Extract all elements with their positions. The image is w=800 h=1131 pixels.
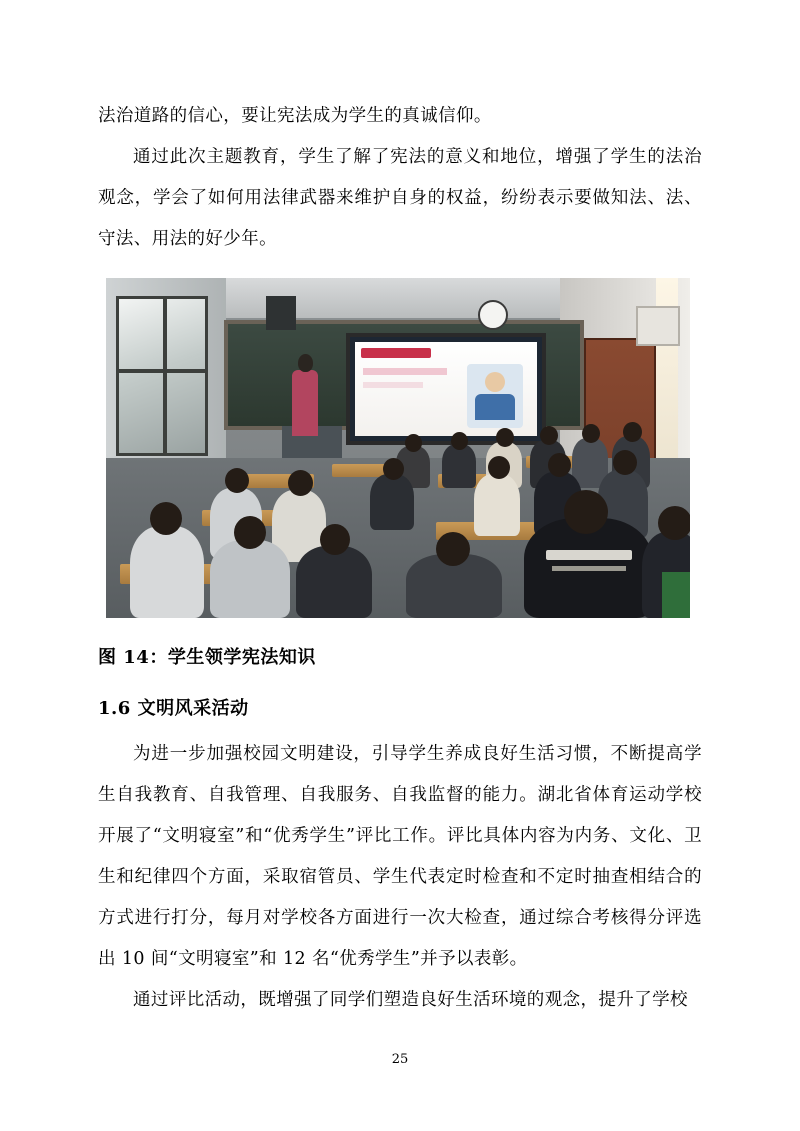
student-head <box>623 422 642 442</box>
screen-subtitle-band <box>363 368 447 375</box>
screen-illustration <box>467 364 523 428</box>
student <box>130 526 204 618</box>
student <box>442 444 476 488</box>
paragraph-2: 通过此次主题教育，学生了解了宪法的意义和地位，增强了学生的法治观念，学会了如何用法律武器来维护自身的权益，纷纷表示要做知法、法、守法、用法的好少年。 <box>98 147 702 249</box>
paragraph-1: 法治道路的信心，要让宪法成为学生的真诚信仰。 <box>98 106 492 126</box>
student-head <box>436 532 470 566</box>
page-content <box>98 96 702 1021</box>
section-body <box>98 734 702 1021</box>
student-head <box>540 426 558 445</box>
student <box>474 474 520 536</box>
page-number: 25 <box>391 1052 409 1067</box>
hoodie-graphic <box>546 550 632 560</box>
presenter-head <box>298 354 313 372</box>
window <box>116 296 208 456</box>
student <box>370 474 414 530</box>
student-head <box>405 434 422 452</box>
student-head <box>383 458 404 480</box>
student-head <box>320 524 350 555</box>
student <box>296 546 372 618</box>
classroom-photo <box>106 278 690 618</box>
screen-text-band <box>363 382 423 388</box>
screen-content <box>355 342 537 436</box>
figure-caption: 图 14：学生领学宪法知识 <box>98 647 316 668</box>
speaker-icon <box>266 296 296 330</box>
student-head <box>288 470 313 496</box>
student-head <box>582 424 600 443</box>
clock-icon <box>478 300 508 330</box>
student-head <box>451 432 468 450</box>
section-heading: 1.6 文明风采活动 <box>98 698 249 719</box>
body-paragraph-2: 通过评比活动，既增强了同学们塑造良好生活环境的观念，提升了学校 <box>133 990 688 1010</box>
figure-image <box>106 278 690 618</box>
student-head <box>150 502 182 535</box>
student-head <box>658 506 690 540</box>
green-object <box>662 572 690 618</box>
body-paragraph-1: 为进一步加强校园文明建设，引导学生养成良好生活习惯，不断提高学生自我教育、自我管理、自我服务、自我监督的能力。湖北省体育运动学校开展了“文明寝室”和“优秀学生”评比工作。评比具体内容为内务、文化、卫生和纪律四个方面，采取宿管员、学生代表定时检查和不定时抽查相结合的方式进行打分，每月对学校各方面进行一次大检查，通过综合考核得分评选出 10 间“文明寝室”和 12 名“优秀学生”并予以表彰。 <box>98 744 702 969</box>
student-head <box>564 490 608 534</box>
student-head <box>234 516 266 549</box>
student-head <box>225 468 249 493</box>
hoodie-graphic-sub <box>552 566 626 571</box>
student-head <box>613 450 637 475</box>
presentation-screen <box>346 333 546 445</box>
presenter-body <box>292 370 318 436</box>
air-vent <box>636 306 680 346</box>
student-head <box>488 456 510 479</box>
student <box>210 540 290 618</box>
student-head <box>496 428 514 447</box>
student-head <box>548 453 571 477</box>
screen-title-band <box>361 348 431 358</box>
